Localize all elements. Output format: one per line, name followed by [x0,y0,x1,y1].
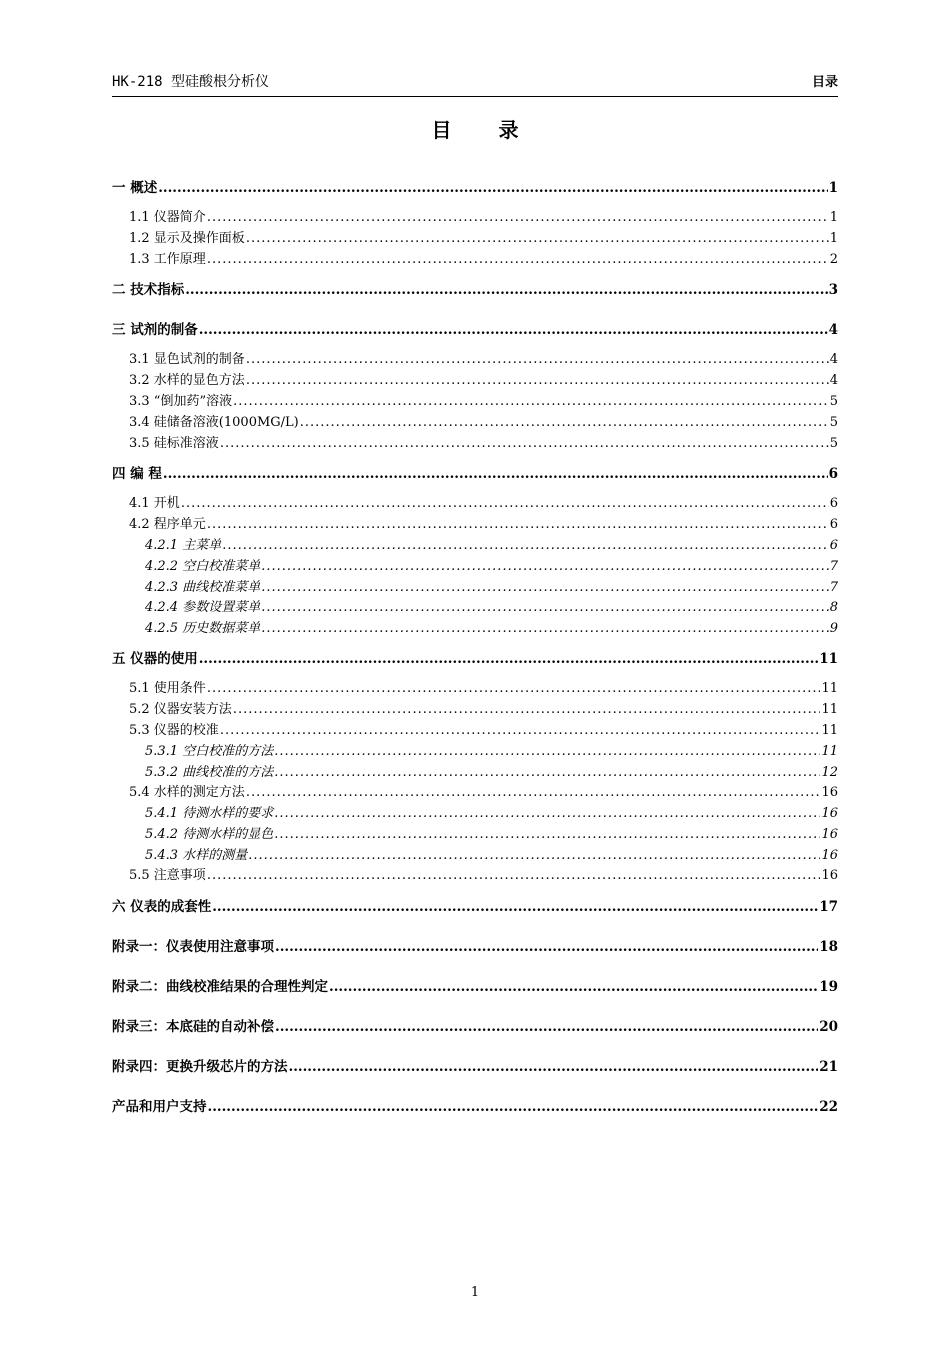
toc-entry-page: 11 [821,702,838,717]
toc-dot-leader [274,827,820,842]
toc-entry-page: 11 [819,651,838,667]
toc-dot-leader [207,210,829,225]
toc-entry-title: 5.3.1 空白校准的方法 [145,744,274,759]
toc-dot-leader [222,538,829,553]
toc-entry-title: 4.2.5 历史数据菜单 [145,621,261,636]
toc-entry-title: 二 技术指标 [112,282,185,298]
toc-dot-leader [261,600,829,615]
toc-entry-page: 5 [829,394,838,409]
toc-entry[interactable] [112,390,838,408]
toc-dot-leader [233,394,829,409]
toc-entry[interactable] [112,534,838,552]
toc-entry-page: 7 [829,580,838,595]
toc-dot-leader [246,785,821,800]
toc-entry-title: 3.5 硅标准溶液 [129,436,219,451]
page-number: 1 [470,1285,480,1300]
header-section-label: 目录 [811,75,838,90]
toc-entry-page: 9 [829,621,838,636]
toc-entry[interactable] [112,647,838,665]
toc-entry-title: 附录四：更换升级芯片的方法 [112,1059,288,1075]
toc-entry-page: 16 [821,848,838,863]
toc-dot-leader [207,252,829,267]
toc-entry-title: 5.4.3 水样的测量 [145,848,248,863]
toc-entry[interactable] [112,227,838,245]
toc-entry-title: 附录三：本底硅的自动补偿 [112,1019,274,1035]
toc-entry[interactable] [112,802,838,820]
toc-entry-page: 19 [819,979,838,995]
toc-entry-page: 1 [829,210,838,225]
toc-dot-leader [158,180,827,196]
toc-entry-title: 四 编 程 [112,466,162,482]
toc-entry-page: 1 [829,231,838,246]
toc-entry-title: 4.1 开机 [129,496,180,511]
toc-entry-page: 6 [828,466,838,482]
toc-dot-leader [233,702,821,717]
toc-entry-title: 三 试剂的制备 [112,322,198,338]
toc-entry-title: 五 仪器的使用 [112,651,198,667]
toc-entry-page: 11 [821,723,838,738]
toc-entry[interactable] [112,1015,838,1033]
toc-dot-leader [261,621,829,636]
toc-entry-title: 4.2 程序单元 [129,517,206,532]
toc-entry-page: 21 [819,1059,838,1075]
toc-dot-leader [220,436,829,451]
toc-entry-title: 3.2 水样的显色方法 [129,373,245,388]
toc-entry[interactable] [112,761,838,779]
toc-dot-leader [212,899,818,915]
toc-entry[interactable] [112,576,838,594]
toc-entry-title: 5.4 水样的测定方法 [129,785,245,800]
toc-entry[interactable] [112,740,838,758]
toc-entry-page: 2 [829,252,838,267]
toc-entry-title: 3.1 显色试剂的制备 [129,352,245,367]
toc-dot-leader [274,765,820,780]
toc-entry-page: 16 [821,827,838,842]
toc-entry[interactable] [112,206,838,224]
toc-entry-page: 5 [829,436,838,451]
toc-entry[interactable] [112,492,838,510]
toc-entry-title: 5.5 注意事项 [129,868,206,883]
toc-dot-leader [275,1019,818,1035]
toc-entry-title: 1.3 工作原理 [129,252,206,267]
toc-entry[interactable] [112,411,838,429]
toc-entry-title: 5.4.1 待测水样的要求 [145,806,274,821]
toc-entry-page: 1 [828,180,838,196]
toc-entry-page: 20 [819,1019,838,1035]
toc-dot-leader [163,466,828,482]
toc-entry-title: 5.1 使用条件 [129,681,206,696]
toc-entry-title: 5.4.2 待测水样的显色 [145,827,274,842]
toc-dot-leader [207,517,829,532]
toc-entry-title: 3.4 硅储备溶液(1000MG/L) [129,415,299,430]
toc-entry[interactable] [112,462,838,480]
toc-entry-page: 18 [819,939,838,955]
toc-entry-title: 5.2 仪器安装方法 [129,702,232,717]
toc-entry[interactable] [112,513,838,531]
toc-entry-title: 5.3.2 曲线校准的方法 [145,765,274,780]
toc-entry-title: 5.3 仪器的校准 [129,723,219,738]
toc-dot-leader [275,939,818,955]
toc-dot-leader [274,744,820,759]
toc-entry[interactable] [112,555,838,573]
toc-entry-page: 7 [829,559,838,574]
toc-dot-leader [207,681,821,696]
toc-entry[interactable] [112,719,838,737]
toc-dot-leader [289,1059,819,1075]
toc-entry-page: 6 [829,496,838,511]
toc-entry[interactable] [112,935,838,953]
toc-entry-page: 3 [828,282,838,298]
toc-entry-title: 1.2 显示及操作面板 [129,231,245,246]
toc-entry[interactable] [112,864,838,882]
toc-entry-page: 8 [829,600,838,615]
toc-dot-leader [207,868,821,883]
toc-entry-page: 16 [821,806,838,821]
toc-dot-leader [248,848,820,863]
toc-entry[interactable] [112,698,838,716]
toc-entry-title: 3.3 “倒加药”溶液 [129,394,233,409]
toc-entry[interactable] [112,895,838,913]
toc-entry[interactable] [112,1055,838,1073]
toc-entry[interactable] [112,617,838,635]
toc-entry-title: 4.2.2 空白校准菜单 [145,559,261,574]
toc-entry[interactable] [112,278,838,296]
toc-dot-leader [246,352,829,367]
toc-entry[interactable] [112,781,838,799]
toc-entry-page: 12 [821,765,838,780]
toc-entry[interactable] [112,432,838,450]
toc-entry-page: 4 [829,373,838,388]
toc-entry-page: 6 [829,538,838,553]
toc-entry-page: 6 [829,517,838,532]
page-title: 目 录 [431,118,539,142]
toc-entry-page: 4 [828,322,838,338]
toc-entry-title: 1.1 仪器简介 [129,210,206,225]
toc-dot-leader [246,373,829,388]
toc-entry-title: 六 仪表的成套性 [112,899,212,915]
toc-entry[interactable] [112,248,838,266]
toc-entry-page: 11 [821,744,838,759]
toc-dot-leader [246,231,829,246]
toc-entry-page: 11 [821,681,838,696]
toc-dot-leader [261,559,829,574]
toc-dot-leader [208,1099,819,1115]
toc-entry-title: 一 概述 [112,180,158,196]
toc-entry[interactable] [112,176,838,194]
toc-entry-page: 5 [829,415,838,430]
toc-dot-leader [329,979,818,995]
toc-dot-leader [300,415,829,430]
toc-dot-leader [261,580,829,595]
toc-entry[interactable] [112,823,838,841]
toc-entry[interactable] [112,975,838,993]
toc-dot-leader [199,322,828,338]
toc-dot-leader [199,651,819,667]
toc-entry[interactable] [112,844,838,862]
toc-entry-title: 产品和用户支持 [112,1099,207,1115]
page-header [112,66,838,97]
toc-entry-page: 16 [821,868,838,883]
toc-entry-title: 4.2.4 参数设置菜单 [145,600,261,615]
toc-entry[interactable] [112,318,838,336]
toc-entry[interactable] [112,369,838,387]
toc-entry-title: 4.2.1 主菜单 [145,538,222,553]
toc-entry-page: 16 [821,785,838,800]
toc-entry-page: 17 [819,899,838,915]
toc-dot-leader [185,282,827,298]
header-document-title: HK-218 型硅酸根分析仪 [112,74,270,90]
toc-dot-leader [274,806,820,821]
toc-entry-title: 4.2.3 曲线校准菜单 [145,580,261,595]
toc-entry-title: 附录二：曲线校准结果的合理性判定 [112,979,328,995]
toc-entry[interactable] [112,596,838,614]
toc-entry[interactable] [112,1095,838,1113]
toc-entry-page: 22 [819,1099,838,1115]
toc-entry-title: 附录一：仪表使用注意事项 [112,939,274,955]
toc-entry[interactable] [112,348,838,366]
toc-dot-leader [181,496,829,511]
toc-entry[interactable] [112,677,838,695]
toc-entry-page: 4 [829,352,838,367]
toc-dot-leader [220,723,821,738]
